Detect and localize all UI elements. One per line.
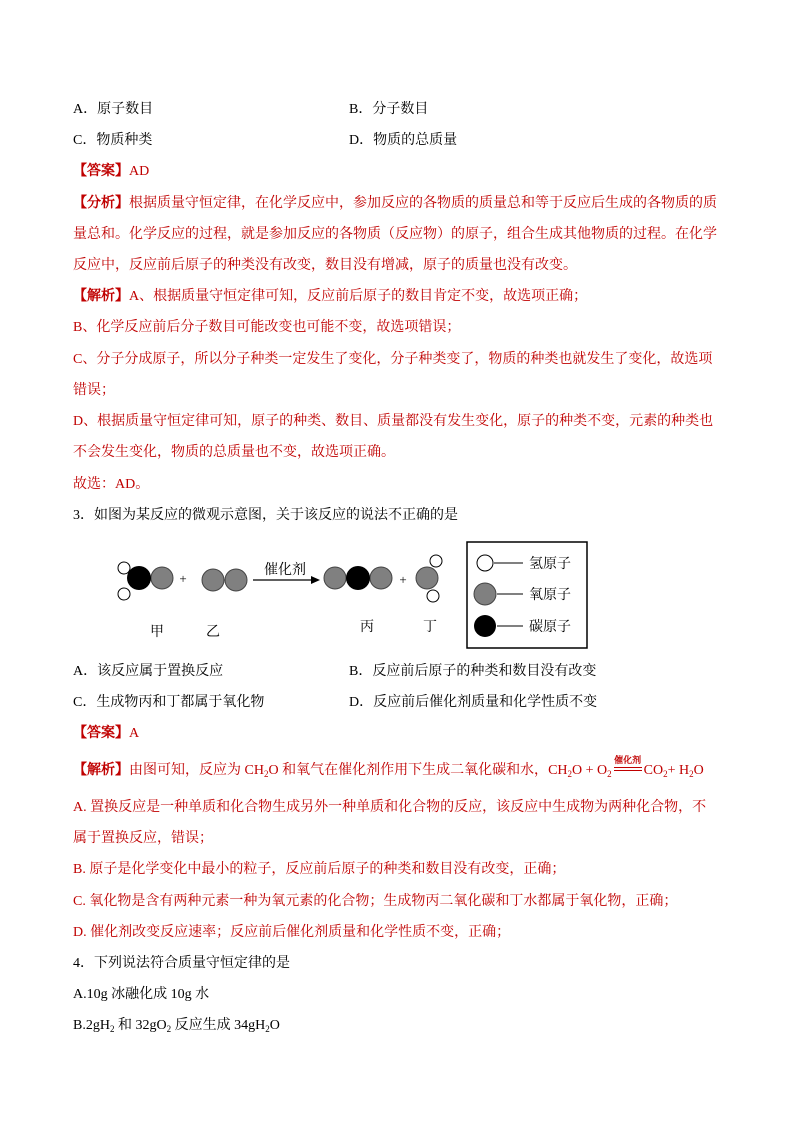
eq-text: CO [643, 763, 664, 778]
q2-option-a: A．原子数目 [73, 102, 154, 117]
option-text: O [269, 1018, 280, 1033]
chemical-equation [548, 755, 704, 779]
q2-solution-line-5: D、根据质量守恒定律可知，原子的种类、数目、质量都没有发生变化，原子的种类不变，元素的种类也 [73, 414, 714, 429]
q4-stem: 4．下列说法符合质量守恒定律的是 [73, 956, 290, 971]
eq-text: O + O [572, 763, 608, 778]
q4-option-a: A.10g 冰融化成 10g 水 [73, 987, 210, 1002]
label-yi: 乙 [206, 625, 220, 640]
legend-carbon-label: 碳原子 [529, 620, 571, 635]
subscript: 2 [689, 769, 694, 779]
label-jia: 甲 [150, 625, 164, 640]
molecule-yi [202, 569, 247, 591]
molecule-bing [324, 566, 392, 590]
catalyst-label: 催化剂 [264, 563, 306, 578]
label-bing: 丙 [360, 620, 374, 635]
q3-solution-line-1: A. 置换反应是一种单质和化合物生成另外一种单质和化合物的反应，该反应中生成物为两种化合物，不 [73, 800, 707, 815]
q3-stem: 3．如图为某反应的微观示意图，关于该反应的说法不正确的是 [73, 508, 458, 523]
analysis-text: 根据质量守恒定律，在化学反应中，参加反应的各物质的质量总和等于反应后生成的各物质的质 [129, 196, 717, 211]
q2-solution-line-7: 故选：AD。 [73, 477, 150, 492]
q3-solution-line-5: D. 催化剂改变反应速率；反应前后催化剂质量和化学性质不变，正确； [73, 925, 511, 940]
option-text: 和 32gO [114, 1018, 167, 1033]
solution-tag: 【解析】 [73, 763, 129, 778]
q3-option-a: A．该反应属于置换反应 [73, 664, 224, 679]
q2-analysis-line-3: 反应中，反应前后原子的种类没有改变，数目没有增减，原子的质量也没有改变。 [73, 258, 577, 273]
solution-tag: 【解析】 [73, 289, 129, 304]
q2-option-d: D．物质的总质量 [349, 133, 458, 148]
q2-solution-line-6: 不会发生变化，物质的总质量也不变，故选项正确。 [73, 445, 395, 460]
option-text: B.2gH [73, 1018, 110, 1033]
q4-option-b [73, 1016, 280, 1036]
carbon-atom [127, 566, 151, 590]
hydrogen-atom [118, 562, 130, 574]
q2-analysis-line-2: 量总和。化学反应的过程，就是参加反应的各物质（反应物）的原子，组合生成其他物质的过程。在化学 [73, 227, 717, 242]
answer-tag: 【答案】 [73, 164, 129, 179]
eq-text: O [693, 763, 704, 778]
oxygen-atom [202, 569, 224, 591]
q2-option-b: B．分子数目 [349, 102, 429, 117]
q2-analysis-line-1 [73, 194, 717, 214]
q2-option-c: C．物质种类 [73, 133, 153, 148]
subscript: 2 [263, 769, 269, 779]
intro-text: O 和氧气在催化剂作用下生成二氧化碳和水， [268, 763, 549, 778]
molecule-ding [416, 555, 442, 602]
legend-hydrogen-label: 氢原子 [529, 557, 571, 572]
oxygen-atom [416, 567, 438, 589]
q3-answer [73, 724, 139, 744]
subscript: 2 [166, 1024, 172, 1034]
plus-sign: + [179, 571, 187, 586]
oxygen-atom [151, 567, 173, 589]
solution-text: A、根据质量守恒定律可知，反应前后原子的数目肯定不变，故选项正确； [129, 289, 588, 304]
reaction-condition [613, 755, 643, 776]
subscript: 2 [607, 769, 612, 779]
legend-box [467, 542, 587, 648]
subscript: 2 [567, 769, 573, 779]
oxygen-atom [225, 569, 247, 591]
q2-solution-line-3: C、分子分成原子，所以分子种类一定发生了变化，分子种类变了，物质的种类也就发生了变化，故选项 [73, 352, 713, 367]
q2-solution-line-4: 错误； [73, 383, 115, 398]
carbon-atom [346, 566, 370, 590]
q3-option-c: C．生成物丙和丁都属于氧化物 [73, 695, 265, 710]
plus-sign: + [399, 572, 407, 587]
legend-oxygen-icon [474, 583, 496, 605]
q3-solution-line-2: 属于置换反应，错误； [73, 831, 213, 846]
hydrogen-atom [118, 588, 130, 600]
subscript: 2 [663, 769, 668, 779]
q2-solution-line-1 [73, 287, 587, 307]
q2-answer [73, 162, 149, 182]
molecule-jia [118, 562, 173, 600]
condition-text: 催化剂 [614, 755, 642, 765]
q3-option-d: D．反应前后催化剂质量和化学性质不变 [349, 695, 598, 710]
legend-carbon-icon [474, 615, 496, 637]
label-ding: 丁 [423, 620, 437, 635]
oxygen-atom [370, 567, 392, 589]
q3-solution-line-3: B. 原子是化学变化中最小的粒子，反应前后原子的种类和数目没有改变，正确； [73, 862, 566, 877]
intro-text: 由图可知，反应为 CH [129, 763, 264, 778]
legend-oxygen-label: 氧原子 [529, 588, 571, 603]
subscript: 2 [265, 1024, 270, 1034]
oxygen-atom [324, 567, 346, 589]
answer-value: A [129, 726, 140, 741]
hydrogen-atom [430, 555, 442, 567]
hydrogen-atom [427, 590, 439, 602]
option-text: 反应生成 34gH [171, 1018, 266, 1033]
eq-text: CH [548, 763, 568, 778]
q3-option-b: B．反应前后原子的种类和数目没有改变 [349, 664, 597, 679]
reaction-micro-diagram [0, 535, 794, 660]
q3-solution-intro [73, 755, 704, 781]
answer-value: AD [129, 164, 150, 179]
answer-tag: 【答案】 [73, 726, 129, 741]
analysis-tag: 【分析】 [73, 196, 129, 211]
q3-solution-line-4: C. 氧化物是含有两种元素一种为氧元素的化合物；生成物丙二氧化碳和丁水都属于氧化物，正确； [73, 894, 678, 909]
eq-text: + H [667, 763, 690, 778]
subscript: 2 [109, 1024, 115, 1034]
legend-hydrogen-icon [477, 555, 493, 571]
q2-solution-line-2: B、化学反应前后分子数目可能改变也可能不变，故选项错误； [73, 320, 461, 335]
condition-bar [614, 767, 642, 771]
